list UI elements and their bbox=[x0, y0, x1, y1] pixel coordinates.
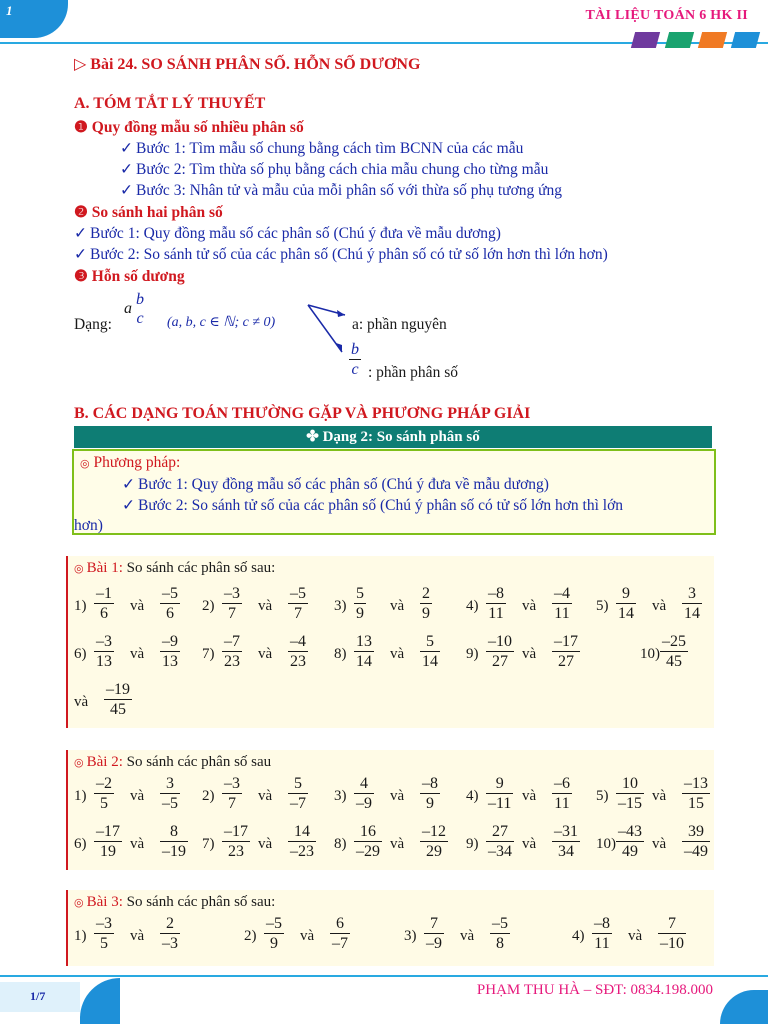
fraction bbox=[94, 632, 114, 671]
denominator: 7 bbox=[228, 605, 236, 622]
numerator: –12 bbox=[422, 823, 446, 840]
denominator: 6 bbox=[100, 605, 108, 622]
method-step: ✓ Bước 1: Quy đồng mẫu số các phân số (Chú ý đưa về mẫu dương) bbox=[122, 476, 549, 493]
va-word: và bbox=[460, 928, 475, 944]
numerator: –10 bbox=[488, 633, 512, 650]
denominator: 49 bbox=[622, 843, 638, 860]
denominator: 9 bbox=[356, 605, 364, 622]
numerator: –17 bbox=[224, 823, 248, 840]
fraction bbox=[288, 584, 308, 623]
denominator: 11 bbox=[488, 605, 504, 622]
fraction-part-label: : phần phân số bbox=[368, 364, 458, 381]
denominator: –7 bbox=[332, 935, 348, 952]
step-line: ✓ Bước 1: Quy đồng mẫu số các phân số (Chú ý đưa về mẫu dương) bbox=[74, 225, 501, 242]
check-icon: ✓ bbox=[120, 140, 133, 157]
denominator: –29 bbox=[356, 843, 380, 860]
footer-divider bbox=[0, 975, 768, 977]
denominator: 14 bbox=[422, 653, 438, 670]
item-number: 10) bbox=[596, 836, 616, 852]
numerator: –6 bbox=[554, 775, 570, 792]
denominator: –15 bbox=[618, 795, 642, 812]
denominator: 15 bbox=[688, 795, 704, 812]
denominator: 5 bbox=[100, 935, 108, 952]
exercise-instruction: So sánh các phân số sau: bbox=[126, 560, 276, 576]
numerator: 13 bbox=[356, 633, 372, 650]
va-word: và bbox=[130, 646, 145, 662]
fraction bbox=[616, 774, 644, 813]
denominator: 14 bbox=[356, 653, 372, 670]
denominator: –11 bbox=[488, 795, 512, 812]
va-word: và bbox=[652, 598, 667, 614]
va-word: và bbox=[300, 928, 315, 944]
step-line: ✓ Bước 1: Tìm mẫu số chung bằng cách tìm BCNN của các mẫu bbox=[120, 140, 524, 157]
denominator: 11 bbox=[554, 605, 570, 622]
fraction bbox=[222, 774, 242, 813]
numerator: –4 bbox=[554, 585, 570, 602]
fraction bbox=[552, 584, 572, 623]
fraction bbox=[616, 584, 636, 623]
denominator: 9 bbox=[422, 605, 430, 622]
fraction bbox=[354, 584, 366, 623]
exercise-instruction: So sánh các phân số sau: bbox=[126, 894, 276, 910]
footer-decoration bbox=[80, 978, 120, 1024]
exercise-box bbox=[66, 750, 714, 870]
header-color-bar bbox=[665, 32, 694, 48]
fraction bbox=[94, 584, 114, 623]
numerator: –5 bbox=[492, 915, 508, 932]
check-icon: ✓ bbox=[120, 182, 133, 199]
fraction bbox=[288, 822, 316, 861]
fraction bbox=[420, 774, 440, 813]
denominator: 23 bbox=[228, 843, 244, 860]
va-word: và bbox=[522, 836, 537, 852]
fraction bbox=[94, 914, 114, 953]
numerator: 10 bbox=[622, 775, 638, 792]
numerator: 4 bbox=[360, 775, 368, 792]
fraction bbox=[354, 632, 374, 671]
header-color-bar bbox=[631, 32, 660, 48]
va-word: và bbox=[74, 694, 89, 710]
header-color-bar bbox=[731, 32, 760, 48]
check-icon: ✓ bbox=[122, 497, 135, 514]
numerator: 9 bbox=[495, 775, 504, 792]
denominator: 8 bbox=[496, 935, 504, 952]
denominator: –7 bbox=[290, 795, 306, 812]
denominator: 6 bbox=[166, 605, 174, 622]
numerator: 14 bbox=[294, 823, 310, 840]
item-number: 2) bbox=[202, 598, 215, 614]
fraction bbox=[160, 914, 180, 953]
va-word: và bbox=[130, 928, 145, 944]
fraction-part-icon: b c bbox=[351, 341, 359, 378]
arrow-diagram bbox=[300, 300, 350, 360]
va-word: và bbox=[652, 836, 667, 852]
exercise-label: Bài 3: bbox=[86, 894, 127, 910]
fraction bbox=[354, 822, 382, 861]
denominator: –49 bbox=[684, 843, 708, 860]
item-number: 1) bbox=[74, 928, 87, 944]
denominator: 9 bbox=[426, 795, 434, 812]
fraction bbox=[160, 632, 180, 671]
fraction bbox=[94, 774, 114, 813]
fraction bbox=[420, 584, 432, 623]
denominator: 29 bbox=[426, 843, 442, 860]
section-a-title: A. TÓM TẮT LÝ THUYẾT bbox=[74, 95, 266, 112]
item-number: 6) bbox=[74, 646, 87, 662]
item-number: 4) bbox=[466, 598, 479, 614]
numerator: 8 bbox=[170, 823, 178, 840]
va-word: và bbox=[390, 788, 405, 804]
fraction bbox=[552, 822, 580, 861]
item-number: 2) bbox=[244, 928, 257, 944]
numerator: 5 bbox=[426, 633, 434, 650]
numerator: –8 bbox=[488, 585, 504, 602]
numerator: 9 bbox=[622, 585, 630, 602]
va-word: và bbox=[258, 646, 273, 662]
numerator: 3 bbox=[166, 775, 174, 792]
numerator: –3 bbox=[96, 633, 112, 650]
fraction bbox=[160, 774, 180, 813]
fraction bbox=[160, 822, 188, 861]
target-icon: ◎ bbox=[74, 757, 84, 769]
va-word: và bbox=[652, 788, 667, 804]
fraction bbox=[552, 632, 580, 671]
numerator: –13 bbox=[684, 775, 708, 792]
numerator: 5 bbox=[356, 585, 364, 602]
dang-title-bar: ✤ Dạng 2: So sánh phân số bbox=[74, 426, 712, 448]
numerator: –7 bbox=[224, 633, 240, 650]
fraction bbox=[486, 822, 514, 861]
step-line: ✓ Bước 2: So sánh tử số của các phân số (Chú ý phân số có tử số lớn hơn thì lớn hơn) bbox=[74, 246, 608, 263]
check-icon: ✓ bbox=[74, 246, 87, 263]
item-number: 10) bbox=[640, 646, 660, 662]
target-icon: ◎ bbox=[74, 563, 84, 575]
method-box bbox=[72, 449, 716, 535]
numerator: –4 bbox=[290, 633, 306, 650]
item-number: 7) bbox=[202, 836, 215, 852]
fraction bbox=[486, 632, 514, 671]
numerator: 16 bbox=[360, 823, 376, 840]
denominator: 45 bbox=[666, 653, 682, 670]
va-word: và bbox=[258, 788, 273, 804]
numerator: 7 bbox=[430, 915, 438, 932]
numerator: 6 bbox=[336, 915, 344, 932]
method-step-continued: hơn) bbox=[74, 517, 103, 534]
fraction bbox=[420, 822, 448, 861]
exercise-label: Bài 2: bbox=[86, 754, 127, 770]
target-icon: ◎ bbox=[74, 897, 84, 909]
numerator: –5 bbox=[266, 915, 282, 932]
va-word: và bbox=[130, 598, 145, 614]
bullet-icon: ❷ bbox=[74, 204, 88, 221]
item-number: 9) bbox=[466, 836, 479, 852]
denominator: –34 bbox=[488, 843, 512, 860]
numerator: –1 bbox=[96, 585, 112, 602]
fraction bbox=[660, 632, 688, 671]
fraction bbox=[264, 914, 284, 953]
numerator: –3 bbox=[224, 775, 240, 792]
item-number: 3) bbox=[334, 598, 347, 614]
item-number: 3) bbox=[404, 928, 417, 944]
va-word: và bbox=[522, 646, 537, 662]
item-number: 4) bbox=[572, 928, 585, 944]
denominator: –9 bbox=[426, 935, 442, 952]
exercise-box bbox=[66, 556, 714, 728]
item-number: 1) bbox=[74, 598, 87, 614]
fraction bbox=[104, 680, 132, 719]
denominator: 7 bbox=[294, 605, 302, 622]
fraction bbox=[682, 774, 710, 813]
denominator: –5 bbox=[162, 795, 178, 812]
denominator: –23 bbox=[290, 843, 314, 860]
va-word: và bbox=[628, 928, 643, 944]
fraction bbox=[354, 774, 374, 813]
va-word: và bbox=[390, 646, 405, 662]
fraction bbox=[222, 822, 250, 861]
target-icon: ◎ bbox=[80, 458, 90, 470]
denominator: 14 bbox=[618, 605, 634, 622]
item-number: 2) bbox=[202, 788, 215, 804]
denominator: 13 bbox=[96, 653, 112, 670]
bullet-icon: ❶ bbox=[74, 119, 88, 136]
numerator: –5 bbox=[162, 585, 178, 602]
denominator: 19 bbox=[100, 843, 116, 860]
fraction bbox=[616, 822, 644, 861]
numerator: 39 bbox=[688, 823, 704, 840]
denominator: 27 bbox=[558, 653, 574, 670]
va-word: và bbox=[522, 598, 537, 614]
numerator: –17 bbox=[96, 823, 120, 840]
denominator: 11 bbox=[554, 795, 570, 812]
exercise-box bbox=[66, 890, 714, 966]
item-number: 5) bbox=[596, 788, 609, 804]
fraction bbox=[288, 774, 308, 813]
denominator: 7 bbox=[228, 795, 236, 812]
step-line: ✓ Bước 3: Nhân tử và mẫu của mỗi phân số với thừa số phụ tương ứng bbox=[120, 182, 563, 199]
numerator: –8 bbox=[422, 775, 438, 792]
footer-author: PHẠM THU HÀ – SĐT: 0834.198.000 bbox=[476, 982, 713, 998]
exercise-title bbox=[74, 754, 271, 771]
va-word: và bbox=[258, 836, 273, 852]
va-word: và bbox=[130, 788, 145, 804]
denominator: 23 bbox=[224, 653, 240, 670]
numerator: –3 bbox=[224, 585, 240, 602]
whole-part-label: a: phần nguyên bbox=[352, 316, 447, 333]
item-number: 6) bbox=[74, 836, 87, 852]
numerator: 7 bbox=[668, 915, 676, 932]
fraction bbox=[658, 914, 686, 953]
va-word: và bbox=[522, 788, 537, 804]
numerator: –9 bbox=[162, 633, 178, 650]
check-icon: ✓ bbox=[120, 161, 133, 178]
fraction bbox=[592, 914, 612, 953]
fraction bbox=[552, 774, 572, 813]
numerator: –17 bbox=[554, 633, 578, 650]
subsection-1-title: ❶ Quy đồng mẫu số nhiều phân số bbox=[74, 119, 304, 136]
denominator: 13 bbox=[162, 653, 178, 670]
header-color-bar bbox=[698, 32, 727, 48]
exercise-instruction: So sánh các phân số sau bbox=[126, 754, 272, 770]
subsection-2-title: ❷ So sánh hai phân số bbox=[74, 204, 223, 221]
exercise-label: Bài 1: bbox=[86, 560, 127, 576]
item-number: 3) bbox=[334, 788, 347, 804]
denominator: –19 bbox=[162, 843, 186, 860]
va-word: và bbox=[390, 598, 405, 614]
numerator: –8 bbox=[594, 915, 610, 932]
item-number: 5) bbox=[596, 598, 609, 614]
check-icon: ✓ bbox=[122, 476, 135, 493]
method-step: ✓ Bước 2: So sánh tử số của các phân số (Chú ý phân số có tử số lớn hơn thì lớn bbox=[122, 497, 624, 514]
va-word: và bbox=[258, 598, 273, 614]
step-line: ✓ Bước 2: Tìm thừa số phụ bằng cách chia mẫu chung cho từng mẫu bbox=[120, 161, 549, 178]
mixed-whole: a bbox=[124, 300, 132, 317]
item-number: 9) bbox=[466, 646, 479, 662]
mixed-fraction: b c bbox=[136, 291, 144, 327]
denominator: 5 bbox=[100, 795, 108, 812]
fraction bbox=[682, 822, 710, 861]
numerator: 2 bbox=[166, 915, 174, 932]
item-number: 8) bbox=[334, 646, 347, 662]
header-title: TÀI LIỆU TOÁN 6 HK II bbox=[585, 8, 748, 23]
fraction bbox=[330, 914, 350, 953]
numerator: –25 bbox=[662, 633, 686, 650]
denominator: –3 bbox=[162, 935, 178, 952]
numerator: –31 bbox=[554, 823, 578, 840]
numerator: –3 bbox=[96, 915, 112, 932]
page-number: 1 bbox=[6, 3, 13, 18]
denominator: 45 bbox=[110, 701, 126, 718]
subsection-3-title: ❸ Hỗn số dương bbox=[74, 268, 185, 285]
numerator: 5 bbox=[294, 775, 302, 792]
denominator: 23 bbox=[290, 653, 306, 670]
mixed-condition: (a, b, c ∈ ℕ; c ≠ 0) bbox=[167, 315, 276, 330]
denominator: –9 bbox=[356, 795, 372, 812]
item-number: 8) bbox=[334, 836, 347, 852]
item-number: 1) bbox=[74, 788, 87, 804]
section-b-title: B. CÁC DẠNG TOÁN THƯỜNG GẶP VÀ PHƯƠNG PHÁP GIẢI bbox=[74, 405, 531, 422]
numerator: –19 bbox=[106, 681, 130, 698]
fraction bbox=[490, 914, 510, 953]
lesson-title: ▷ Bài 24. SO SÁNH PHÂN SỐ. HỖN SỐ DƯƠNG bbox=[74, 56, 421, 73]
exercise-title bbox=[74, 894, 275, 911]
fraction bbox=[420, 632, 440, 671]
item-number: 7) bbox=[202, 646, 215, 662]
fraction bbox=[486, 584, 506, 623]
fraction bbox=[424, 914, 444, 953]
bullet-icon: ❸ bbox=[74, 268, 88, 285]
footer-page-number: 1/7 bbox=[30, 989, 46, 1003]
va-word: và bbox=[130, 836, 145, 852]
numerator: 2 bbox=[422, 585, 430, 602]
fraction bbox=[486, 774, 513, 813]
fraction bbox=[682, 584, 702, 623]
exercise-title bbox=[74, 560, 275, 577]
denominator: 11 bbox=[594, 935, 610, 952]
numerator: –2 bbox=[96, 775, 112, 792]
fraction bbox=[222, 584, 242, 623]
numerator: –5 bbox=[290, 585, 306, 602]
fraction bbox=[160, 584, 180, 623]
denominator: 14 bbox=[684, 605, 700, 622]
numerator: 27 bbox=[492, 823, 508, 840]
check-icon: ✓ bbox=[74, 225, 87, 242]
form-label: Dạng: bbox=[74, 316, 112, 333]
denominator: 27 bbox=[492, 653, 508, 670]
va-word: và bbox=[390, 836, 405, 852]
numerator: 3 bbox=[688, 585, 696, 602]
numerator: –43 bbox=[618, 823, 642, 840]
denominator: –10 bbox=[660, 935, 684, 952]
denominator: 9 bbox=[270, 935, 278, 952]
denominator: 34 bbox=[558, 843, 574, 860]
item-number: 4) bbox=[466, 788, 479, 804]
method-title: ◎ Phương pháp: bbox=[80, 454, 181, 471]
footer-corner-shape bbox=[720, 990, 768, 1024]
fraction bbox=[288, 632, 308, 671]
fraction bbox=[94, 822, 122, 861]
fraction bbox=[222, 632, 242, 671]
